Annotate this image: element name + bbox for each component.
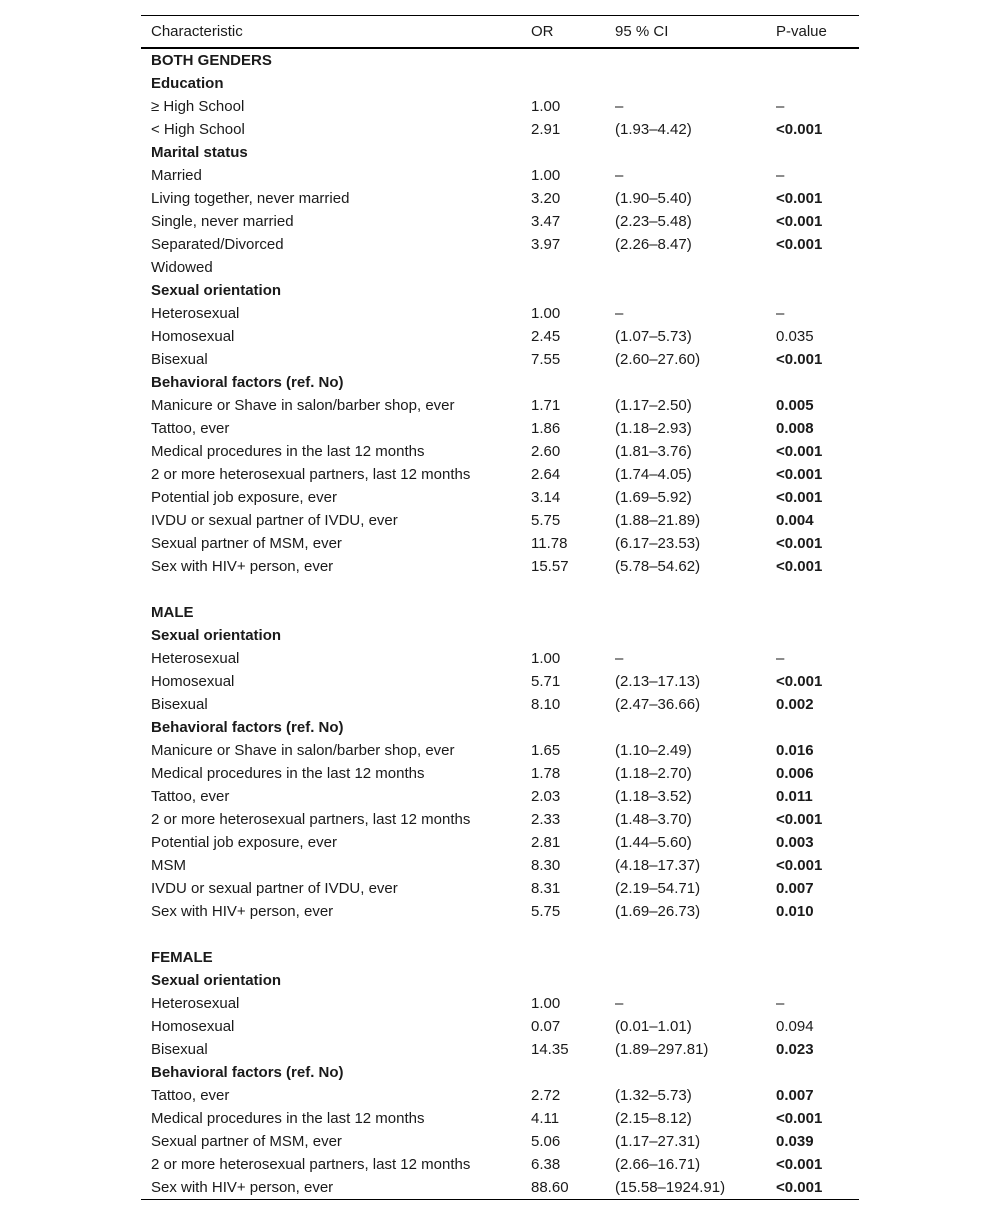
table-row: [141, 992, 859, 1015]
group-label: BOTH GENDERS: [151, 52, 272, 69]
p-value-cell: <0.001: [776, 558, 823, 575]
p-value-cell: <0.001: [776, 811, 823, 828]
p-value-cell: <0.001: [776, 1110, 823, 1127]
characteristic-cell: Sexual partner of MSM, ever: [151, 535, 342, 552]
confidence-interval-cell: (2.19–54.71): [615, 880, 701, 897]
table-row: [141, 1084, 859, 1107]
odds-ratio-cell: 0.07: [531, 1018, 561, 1035]
p-value-cell: –: [776, 305, 785, 322]
table-row: [141, 647, 859, 670]
table-row: [141, 555, 859, 578]
p-value-cell: 0.094: [776, 1018, 814, 1035]
table-row: [141, 762, 859, 785]
characteristic-cell: IVDU or sexual partner of IVDU, ever: [151, 512, 398, 529]
odds-ratio-cell: 1.00: [531, 305, 561, 322]
confidence-interval-cell: –: [615, 305, 624, 322]
characteristic-cell: Single, never married: [151, 213, 294, 230]
table-row: [141, 739, 859, 762]
odds-ratio-cell: 1.86: [531, 420, 561, 437]
confidence-interval-cell: (4.18–17.37): [615, 857, 701, 874]
odds-ratio-cell: 2.91: [531, 121, 561, 138]
odds-ratio-cell: 3.47: [531, 213, 561, 230]
table-row: [141, 1038, 859, 1061]
table-row: [141, 210, 859, 233]
odds-ratio-cell: 5.06: [531, 1133, 561, 1150]
p-value-cell: <0.001: [776, 213, 823, 230]
table-row: [141, 831, 859, 854]
p-value-cell: 0.008: [776, 420, 814, 437]
odds-ratio-cell: 2.33: [531, 811, 561, 828]
characteristic-cell: Bisexual: [151, 1041, 208, 1058]
odds-ratio-cell: 1.00: [531, 167, 561, 184]
table-row: [141, 302, 859, 325]
p-value-cell: 0.002: [776, 696, 814, 713]
subgroup-label: Sexual orientation: [151, 972, 282, 989]
odds-ratio-cell: 2.45: [531, 328, 561, 345]
odds-ratio-cell: 1.71: [531, 397, 561, 414]
confidence-interval-cell: (1.48–3.70): [615, 811, 692, 828]
odds-ratio-cell: 11.78: [531, 535, 568, 552]
odds-ratio-cell: 2.60: [531, 443, 561, 460]
odds-ratio-cell: 1.78: [531, 765, 561, 782]
subgroup-label: Behavioral factors (ref. No): [151, 719, 344, 736]
table-row: [141, 509, 859, 532]
confidence-interval-cell: (2.23–5.48): [615, 213, 692, 230]
characteristic-cell: Tattoo, ever: [151, 420, 230, 437]
odds-ratio-cell: 8.30: [531, 857, 561, 874]
p-value-cell: 0.010: [776, 903, 814, 920]
subgroup-header-row: [141, 1061, 859, 1084]
characteristic-cell: Sex with HIV+ person, ever: [151, 558, 334, 575]
characteristic-cell: Manicure or Shave in salon/barber shop, ever: [151, 397, 455, 414]
characteristic-cell: ≥ High School: [151, 98, 245, 115]
header-p-value: P-value: [776, 23, 827, 40]
table-row: [141, 118, 859, 141]
p-value-cell: <0.001: [776, 466, 823, 483]
confidence-interval-cell: (2.47–36.66): [615, 696, 701, 713]
confidence-interval-cell: (1.93–4.42): [615, 121, 692, 138]
odds-ratio-cell: 1.65: [531, 742, 561, 759]
confidence-interval-cell: (1.17–27.31): [615, 1133, 701, 1150]
confidence-interval-cell: (1.88–21.89): [615, 512, 701, 529]
subgroup-header-row: [141, 279, 859, 302]
table-row: [141, 463, 859, 486]
confidence-interval-cell: (1.07–5.73): [615, 328, 692, 345]
table-row: [141, 1153, 859, 1176]
table-row: [141, 532, 859, 555]
odds-ratio-cell: 8.10: [531, 696, 561, 713]
subgroup-header-row: [141, 716, 859, 739]
p-value-cell: 0.023: [776, 1041, 814, 1058]
odds-ratio-cell: 8.31: [531, 880, 561, 897]
confidence-interval-cell: (1.18–3.52): [615, 788, 692, 805]
table-row: [141, 486, 859, 509]
odds-ratio-cell: 2.72: [531, 1087, 561, 1104]
table-row: [141, 1107, 859, 1130]
p-value-cell: –: [776, 650, 785, 667]
spacer-row: [141, 578, 859, 601]
subgroup-header-row: [141, 624, 859, 647]
group-label: MALE: [151, 604, 194, 621]
table-row: [141, 233, 859, 256]
confidence-interval-cell: (2.15–8.12): [615, 1110, 692, 1127]
spacer-row: [141, 923, 859, 946]
p-value-cell: <0.001: [776, 489, 823, 506]
confidence-interval-cell: (2.26–8.47): [615, 236, 692, 253]
characteristic-cell: 2 or more heterosexual partners, last 12 months: [151, 811, 471, 828]
characteristic-cell: Medical procedures in the last 12 months: [151, 1110, 425, 1127]
p-value-cell: <0.001: [776, 190, 823, 207]
confidence-interval-cell: (1.69–26.73): [615, 903, 701, 920]
confidence-interval-cell: (1.10–2.49): [615, 742, 692, 759]
characteristic-cell: Heterosexual: [151, 305, 240, 322]
odds-ratio-cell: 5.71: [531, 673, 561, 690]
odds-ratio-cell: 3.20: [531, 190, 561, 207]
table-row: [141, 187, 859, 210]
confidence-interval-cell: (2.60–27.60): [615, 351, 701, 368]
table-row: [141, 693, 859, 716]
table-row: [141, 164, 859, 187]
table-header: [141, 16, 859, 49]
confidence-interval-cell: (1.44–5.60): [615, 834, 692, 851]
subgroup-header-row: [141, 141, 859, 164]
odds-ratio-cell: 1.00: [531, 650, 561, 667]
characteristic-cell: Tattoo, ever: [151, 788, 230, 805]
characteristic-cell: IVDU or sexual partner of IVDU, ever: [151, 880, 398, 897]
subgroup-label: Sexual orientation: [151, 627, 282, 644]
table-row: [141, 785, 859, 808]
p-value-cell: <0.001: [776, 1156, 823, 1173]
odds-ratio-cell: 3.14: [531, 489, 561, 506]
table-row: [141, 877, 859, 900]
spacer-cell: [141, 923, 859, 946]
p-value-cell: –: [776, 98, 785, 115]
odds-ratio-cell: 1.00: [531, 995, 561, 1012]
p-value-cell: <0.001: [776, 535, 823, 552]
p-value-cell: 0.035: [776, 328, 814, 345]
characteristic-cell: Homosexual: [151, 1018, 235, 1035]
characteristic-cell: Bisexual: [151, 351, 208, 368]
odds-ratio-cell: 3.97: [531, 236, 561, 253]
header-ci: 95 % CI: [615, 23, 669, 40]
table-row: [141, 440, 859, 463]
p-value-cell: <0.001: [776, 443, 823, 460]
confidence-interval-cell: (6.17–23.53): [615, 535, 701, 552]
confidence-interval-cell: [605, 256, 766, 279]
spacer-cell: [141, 578, 859, 601]
characteristic-cell: Bisexual: [151, 696, 208, 713]
odds-ratio-cell: 15.57: [531, 558, 569, 575]
table-row: [141, 325, 859, 348]
odds-ratio-cell: 2.64: [531, 466, 561, 483]
table-row: [141, 348, 859, 371]
table-row: [141, 1176, 859, 1200]
characteristic-cell: < High School: [151, 121, 245, 138]
table-row: [141, 256, 859, 279]
subgroup-label: Education: [151, 75, 224, 92]
group-header-row: [141, 48, 859, 72]
header-or: OR: [531, 23, 554, 40]
characteristic-cell: Sexual partner of MSM, ever: [151, 1133, 342, 1150]
confidence-interval-cell: (2.66–16.71): [615, 1156, 701, 1173]
p-value-cell: 0.016: [776, 742, 814, 759]
subgroup-header-row: [141, 969, 859, 992]
table-row: [141, 1015, 859, 1038]
table-row: [141, 808, 859, 831]
subgroup-label: Behavioral factors (ref. No): [151, 1064, 344, 1081]
header-row: [141, 16, 859, 49]
characteristic-cell: 2 or more heterosexual partners, last 12 months: [151, 1156, 471, 1173]
p-value-cell: <0.001: [776, 351, 823, 368]
confidence-interval-cell: (2.13–17.13): [615, 673, 701, 690]
table-row: [141, 394, 859, 417]
odds-ratio-cell: 7.55: [531, 351, 561, 368]
subgroup-label: Sexual orientation: [151, 282, 282, 299]
confidence-interval-cell: –: [615, 98, 624, 115]
characteristic-cell: Sex with HIV+ person, ever: [151, 903, 334, 920]
odds-ratio-cell: 6.38: [531, 1156, 561, 1173]
characteristic-cell: Widowed: [151, 259, 213, 276]
odds-ratio-cell: 2.03: [531, 788, 561, 805]
table-row: [141, 95, 859, 118]
table-row: [141, 854, 859, 877]
p-value-cell: <0.001: [776, 673, 823, 690]
odds-ratio-cell: 88.60: [531, 1179, 569, 1196]
subgroup-label: Behavioral factors (ref. No): [151, 374, 344, 391]
confidence-interval-cell: (1.89–297.81): [615, 1041, 709, 1058]
odds-ratio-cell: [521, 256, 605, 279]
p-value-cell: 0.039: [776, 1133, 814, 1150]
confidence-interval-cell: (1.81–3.76): [615, 443, 692, 460]
characteristic-cell: Potential job exposure, ever: [151, 489, 337, 506]
odds-ratio-cell: 5.75: [531, 512, 561, 529]
odds-ratio-table-container: [141, 15, 859, 1200]
p-value-cell: 0.004: [776, 512, 814, 529]
confidence-interval-cell: –: [615, 167, 624, 184]
characteristic-cell: Medical procedures in the last 12 months: [151, 443, 425, 460]
characteristic-cell: Heterosexual: [151, 995, 240, 1012]
table-row: [141, 417, 859, 440]
p-value-cell: –: [776, 995, 785, 1012]
characteristic-cell: Living together, never married: [151, 190, 350, 207]
confidence-interval-cell: (5.78–54.62): [615, 558, 701, 575]
confidence-interval-cell: (1.90–5.40): [615, 190, 692, 207]
p-value-cell: 0.011: [776, 788, 813, 805]
confidence-interval-cell: (15.58–1924.91): [615, 1179, 726, 1196]
confidence-interval-cell: (1.17–2.50): [615, 397, 692, 414]
odds-ratio-table: [141, 15, 859, 1200]
confidence-interval-cell: (1.69–5.92): [615, 489, 692, 506]
subgroup-label: Marital status: [151, 144, 248, 161]
group-label: FEMALE: [151, 949, 213, 966]
characteristic-cell: MSM: [151, 857, 186, 874]
p-value-cell: <0.001: [776, 236, 823, 253]
characteristic-cell: Potential job exposure, ever: [151, 834, 337, 851]
confidence-interval-cell: (1.32–5.73): [615, 1087, 692, 1104]
p-value-cell: <0.001: [776, 121, 823, 138]
characteristic-cell: Heterosexual: [151, 650, 240, 667]
confidence-interval-cell: (0.01–1.01): [615, 1018, 692, 1035]
odds-ratio-cell: 5.75: [531, 903, 561, 920]
table-row: [141, 670, 859, 693]
p-value-cell: 0.007: [776, 880, 814, 897]
table-row: [141, 900, 859, 923]
characteristic-cell: Homosexual: [151, 673, 235, 690]
header-characteristic: Characteristic: [151, 23, 243, 40]
characteristic-cell: Married: [151, 167, 202, 184]
odds-ratio-cell: 1.00: [531, 98, 561, 115]
table-body: [141, 48, 859, 1200]
characteristic-cell: 2 or more heterosexual partners, last 12 months: [151, 466, 471, 483]
p-value-cell: <0.001: [776, 1179, 823, 1196]
confidence-interval-cell: (1.74–4.05): [615, 466, 692, 483]
odds-ratio-cell: 4.11: [531, 1110, 560, 1127]
p-value-cell: <0.001: [776, 857, 823, 874]
characteristic-cell: Manicure or Shave in salon/barber shop, ever: [151, 742, 455, 759]
group-header-row: [141, 946, 859, 969]
p-value-cell: 0.005: [776, 397, 814, 414]
subgroup-header-row: [141, 371, 859, 394]
p-value-cell: 0.007: [776, 1087, 814, 1104]
characteristic-cell: Homosexual: [151, 328, 235, 345]
characteristic-cell: Sex with HIV+ person, ever: [151, 1179, 334, 1196]
subgroup-header-row: [141, 72, 859, 95]
confidence-interval-cell: (1.18–2.93): [615, 420, 692, 437]
table-row: [141, 1130, 859, 1153]
characteristic-cell: Tattoo, ever: [151, 1087, 230, 1104]
p-value-cell: –: [776, 167, 785, 184]
p-value-cell: [766, 256, 859, 279]
characteristic-cell: Medical procedures in the last 12 months: [151, 765, 425, 782]
confidence-interval-cell: (1.18–2.70): [615, 765, 692, 782]
confidence-interval-cell: –: [615, 995, 624, 1012]
p-value-cell: 0.003: [776, 834, 814, 851]
characteristic-cell: Separated/Divorced: [151, 236, 284, 253]
confidence-interval-cell: –: [615, 650, 624, 667]
group-header-row: [141, 601, 859, 624]
p-value-cell: 0.006: [776, 765, 814, 782]
odds-ratio-cell: 2.81: [531, 834, 561, 851]
odds-ratio-cell: 14.35: [531, 1041, 569, 1058]
